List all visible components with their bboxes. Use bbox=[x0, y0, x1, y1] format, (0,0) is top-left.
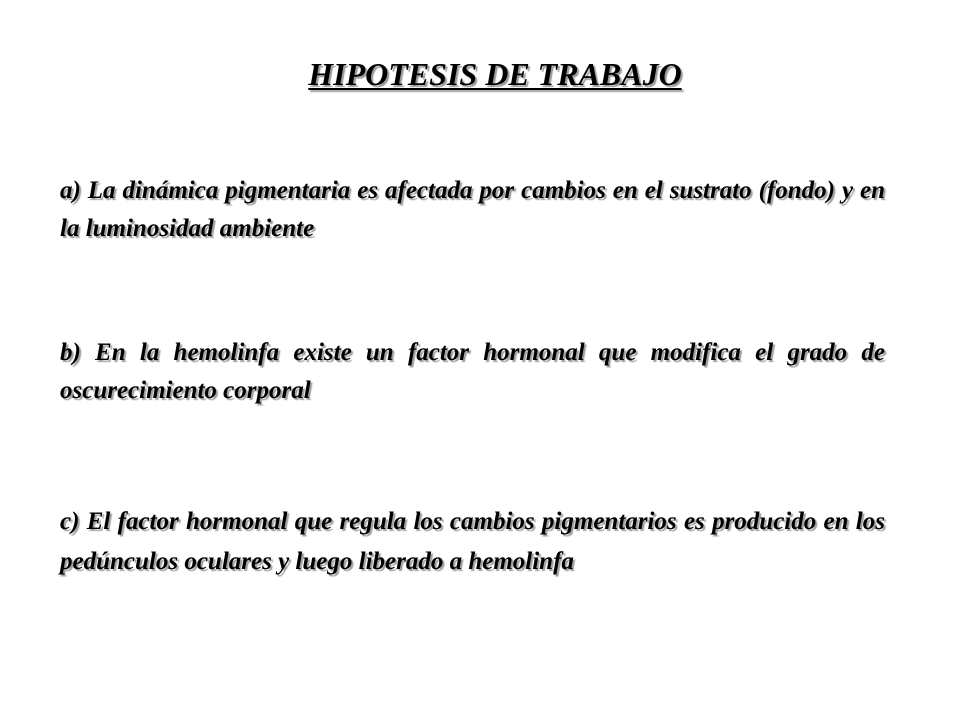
hypothesis-b: b) En la hemolinfa existe un factor hormonal que modifica el grado de oscurecimiento corporal bbox=[60, 339, 885, 404]
slide-title: HIPOTESIS DE TRABAJO bbox=[308, 56, 682, 92]
hypothesis-c: c) El factor hormonal que regula los cambios pigmentarios es producido en los pedúnculos oculares y luego liberado a hemolinfa bbox=[60, 508, 885, 575]
hypothesis-a: a) La dinámica pigmentaria es afectada por cambios en el sustrato (fondo) y en la luminosidad ambiente bbox=[60, 177, 885, 242]
